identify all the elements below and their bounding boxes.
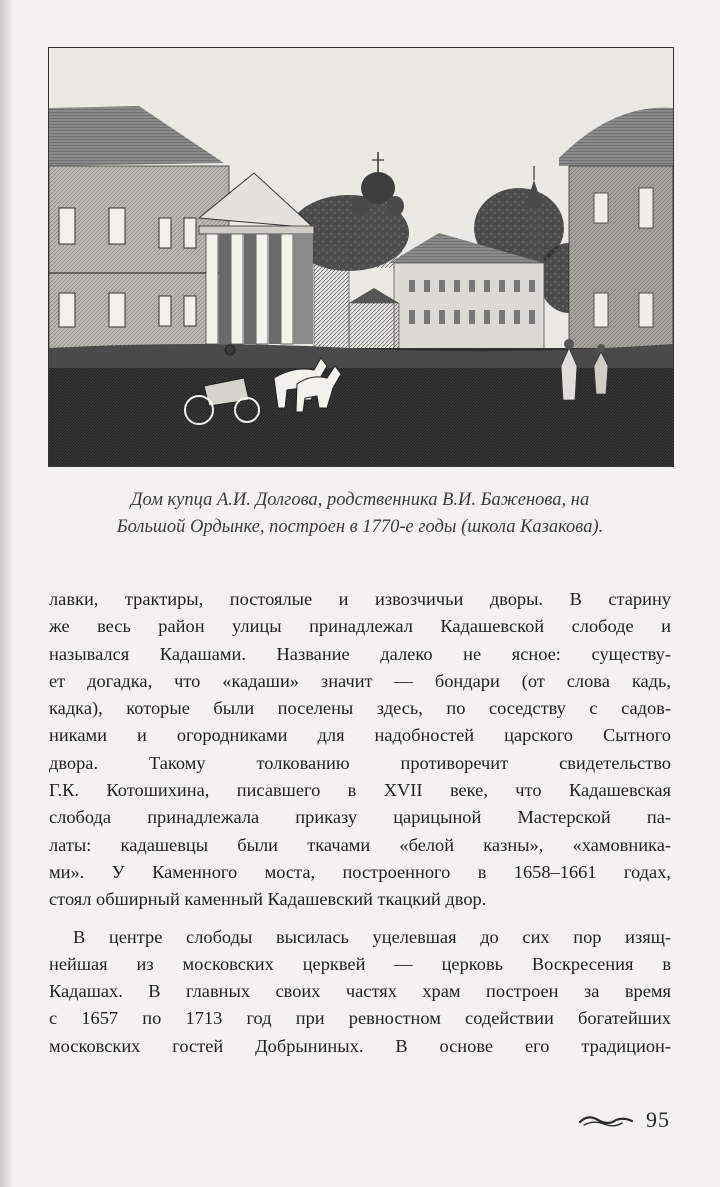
text-line: слобода принадлежала приказу царицыной Мастерской па- <box>49 807 671 828</box>
text-line: московских гостей Добрыниных. В основе его традицион- <box>49 1035 671 1056</box>
rotunda-building <box>559 108 673 366</box>
main-text <box>49 586 671 1060</box>
text-line: ми». У Каменного моста, построенного в 1658–1661 годах, <box>49 861 671 882</box>
illustration-caption <box>40 487 680 541</box>
text-line: двора. Такому толкованию противоречит свидетельство <box>49 752 671 773</box>
text-line: Г.К. Котошихина, писавшего в XVII веке, что Кадашевская <box>49 780 671 801</box>
caption-line: Большой Ордынке, построен в 1770-е годы (школа Казакова). <box>116 517 604 537</box>
page-gutter-shadow <box>0 0 14 1187</box>
text-line: стоял обширный каменный Кадашевский ткацкий двор. <box>49 889 487 910</box>
text-line: ет догадка, что «кадаши» значит — бондари (от слова кадь, <box>49 670 671 691</box>
text-line: никами и огородниками для надобностей царского Сытного <box>49 725 671 746</box>
text-line: назывался Кадашами. Название далеко не ясное: существу- <box>49 643 671 664</box>
text-line: латы: кадашевцы были ткачами «белой казны», «хамовника- <box>49 834 671 855</box>
page-footer <box>578 1107 670 1133</box>
text-line: кадка), которые были поселены здесь, по соседству с садов- <box>49 698 671 719</box>
text-line: Кадашах. В главных своих частях храм построен за время <box>49 981 671 1002</box>
text-line: с 1657 по 1713 год при ревностном содействии богатейших <box>49 1008 671 1029</box>
caption-line: Дом купца А.И. Долгова, родственника В.И. Баженова, на <box>130 490 590 510</box>
text-line: В центре слободы высилась уцелевшая до сих пор изящ- <box>73 926 671 947</box>
foreground-ground <box>49 344 673 466</box>
text-line: же весь район улицы принадлежал Кадашевской слободе и <box>49 616 671 637</box>
text-line: нейшая из московских церквей — церковь Воскресения в <box>49 953 671 974</box>
wave-ornament-icon <box>578 1111 634 1129</box>
text-line: лавки, трактиры, постоялые и извозчичьи дворы. В старину <box>49 589 671 609</box>
paragraph <box>49 586 671 914</box>
paragraph <box>49 924 671 1060</box>
page-number: 95 <box>646 1107 670 1132</box>
illustration-engraving <box>48 47 674 467</box>
